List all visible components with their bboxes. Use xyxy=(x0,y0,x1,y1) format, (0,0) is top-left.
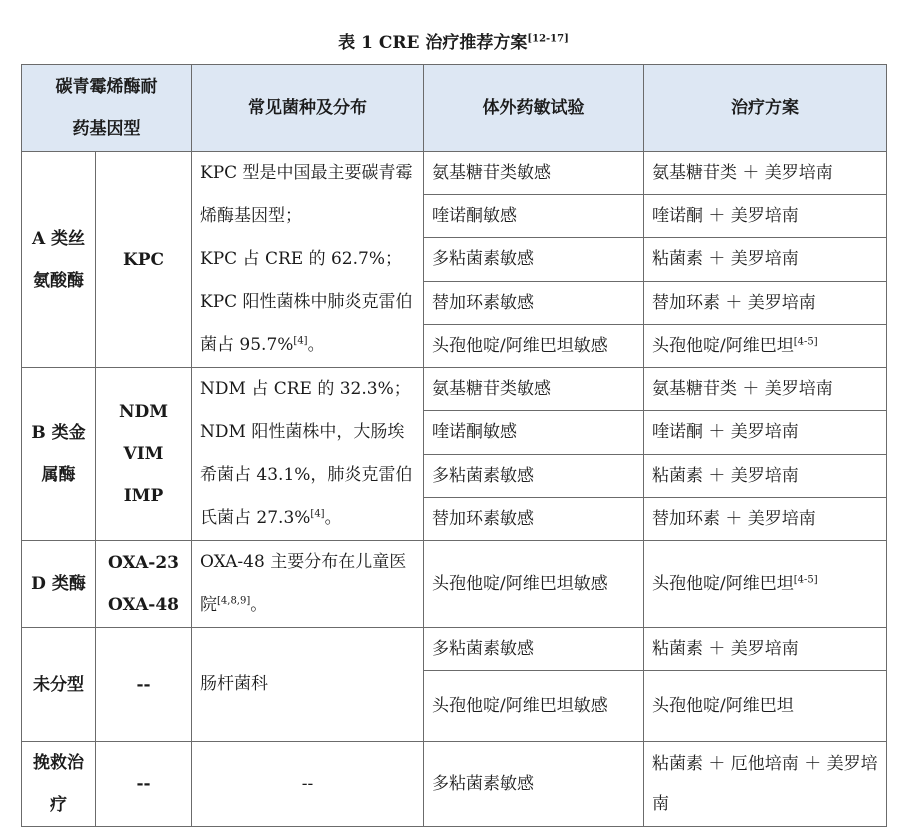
class-d-cell xyxy=(22,541,96,628)
header-treatment: 治疗方案 xyxy=(644,65,887,152)
test-cell: 头孢他啶/阿维巴坦敏感 xyxy=(424,671,644,742)
distribution-d-text: OXA-48 主要分布在儿童医院 xyxy=(200,552,407,615)
distribution-salvage-cell: -- xyxy=(192,742,424,827)
table-row xyxy=(22,541,887,628)
test-cell: 喹诺酮敏感 xyxy=(424,411,644,454)
distribution-b-ref: [4] xyxy=(310,508,325,520)
distribution-a-text: KPC 阳性菌株中肺炎克雷伯菌占 95.7% xyxy=(200,292,413,355)
class-a-cell xyxy=(22,152,96,368)
table-row xyxy=(22,742,887,827)
table-caption-text: 表 1 CRE 治疗推荐方案 xyxy=(338,33,528,53)
gene-imp: IMP xyxy=(123,486,164,506)
treatment-cell xyxy=(644,324,887,367)
treatment-cell: 替加环素 ＋ 美罗培南 xyxy=(644,281,887,324)
table-row xyxy=(22,368,887,411)
distribution-d-cell xyxy=(192,541,424,628)
test-cell: 多粘菌素敏感 xyxy=(424,742,644,827)
gene-oxa48: OXA-48 xyxy=(108,595,179,615)
class-a-label: A 类丝氨酸酶 xyxy=(31,228,86,291)
distribution-untyped-cell: 肠杆菌科 xyxy=(192,628,424,742)
treatment-cell: 喹诺酮 ＋ 美罗培南 xyxy=(644,411,887,454)
genes-a-cell: KPC xyxy=(96,152,192,368)
header-row xyxy=(22,65,887,152)
treatment-ref: [4-5] xyxy=(793,574,818,586)
distribution-a-line2: KPC 占 CRE 的 62.7%； xyxy=(200,249,402,269)
test-cell: 氨基糖苷类敏感 xyxy=(424,152,644,195)
class-untyped-cell: 未分型 xyxy=(22,628,96,742)
distribution-b-end: 。 xyxy=(324,508,342,528)
distribution-a-cell xyxy=(192,152,424,368)
distribution-b-cell xyxy=(192,368,424,541)
table-row xyxy=(22,628,887,671)
genes-untyped-cell: -- xyxy=(96,628,192,742)
treatment-cell: 粘菌素 ＋ 美罗培南 xyxy=(644,454,887,497)
test-cell: 替加环素敏感 xyxy=(424,281,644,324)
distribution-d-ref: [4,8,9] xyxy=(217,595,251,607)
test-cell: 头孢他啶/阿维巴坦敏感 xyxy=(424,324,644,367)
treatment-cell: 替加环素 ＋ 美罗培南 xyxy=(644,497,887,540)
treatment-cell: 头孢他啶/阿维巴坦 xyxy=(644,671,887,742)
distribution-a-ref: [4] xyxy=(293,335,308,347)
table-caption xyxy=(0,28,907,53)
distribution-b-line2 xyxy=(200,411,415,540)
gene-oxa23: OXA-23 xyxy=(108,553,179,573)
class-salvage-label: 挽救治疗 xyxy=(33,753,84,815)
treatment-cell: 粘菌素 ＋ 美罗培南 xyxy=(644,628,887,671)
treatment-cell: 喹诺酮 ＋ 美罗培南 xyxy=(644,195,887,238)
distribution-b-line1: NDM 占 CRE 的 32.3%； xyxy=(200,379,411,399)
distribution-b-text: NDM 阳性菌株中，大肠埃希菌占 43.1%，肺炎克雷伯氏菌占 27.3% xyxy=(200,422,413,528)
treatment-ref: [4-5] xyxy=(793,336,818,348)
treatment-text: 头孢他啶/阿维巴坦 xyxy=(652,574,794,594)
distribution-a-line3 xyxy=(200,281,415,367)
test-cell: 氨基糖苷类敏感 xyxy=(424,368,644,411)
genes-salvage-cell: -- xyxy=(96,742,192,827)
treatment-cell xyxy=(644,541,887,628)
test-cell: 多粘菌素敏感 xyxy=(424,628,644,671)
class-b-label: B 类金属酶 xyxy=(31,423,86,485)
treatment-cell: 氨基糖苷类 ＋ 美罗培南 xyxy=(644,368,887,411)
header-genotype: 碳青霉烯酶耐药基因型 xyxy=(22,65,192,152)
header-distribution: 常见菌种及分布 xyxy=(192,65,424,152)
test-cell: 头孢他啶/阿维巴坦敏感 xyxy=(424,541,644,628)
distribution-a-line1: KPC 型是中国最主要碳青霉烯酶基因型； xyxy=(200,163,413,226)
class-b-cell xyxy=(22,368,96,541)
gene-ndm: NDM xyxy=(118,402,169,422)
distribution-a-end: 。 xyxy=(307,335,325,355)
gene-vim: VIM xyxy=(123,444,164,464)
test-cell: 替加环素敏感 xyxy=(424,497,644,540)
genes-d-cell xyxy=(96,541,192,628)
table-caption-ref: [12-17] xyxy=(527,33,569,45)
class-d-label: D 类酶 xyxy=(31,574,86,594)
header-susceptibility: 体外药敏试验 xyxy=(424,65,644,152)
class-salvage-cell xyxy=(22,742,96,827)
treatment-cell: 粘菌素 ＋ 厄他培南 ＋ 美罗培南 xyxy=(644,742,887,827)
distribution-d-end: 。 xyxy=(250,595,268,615)
treatment-cell: 氨基糖苷类 ＋ 美罗培南 xyxy=(644,152,887,195)
treatment-text: 头孢他啶/阿维巴坦 xyxy=(652,335,794,356)
table-row xyxy=(22,152,887,195)
test-cell: 喹诺酮敏感 xyxy=(424,195,644,238)
test-cell: 多粘菌素敏感 xyxy=(424,454,644,497)
treatment-cell: 粘菌素 ＋ 美罗培南 xyxy=(644,238,887,281)
test-cell: 多粘菌素敏感 xyxy=(424,238,644,281)
cre-treatment-table xyxy=(21,64,887,827)
genes-b-cell xyxy=(96,368,192,541)
